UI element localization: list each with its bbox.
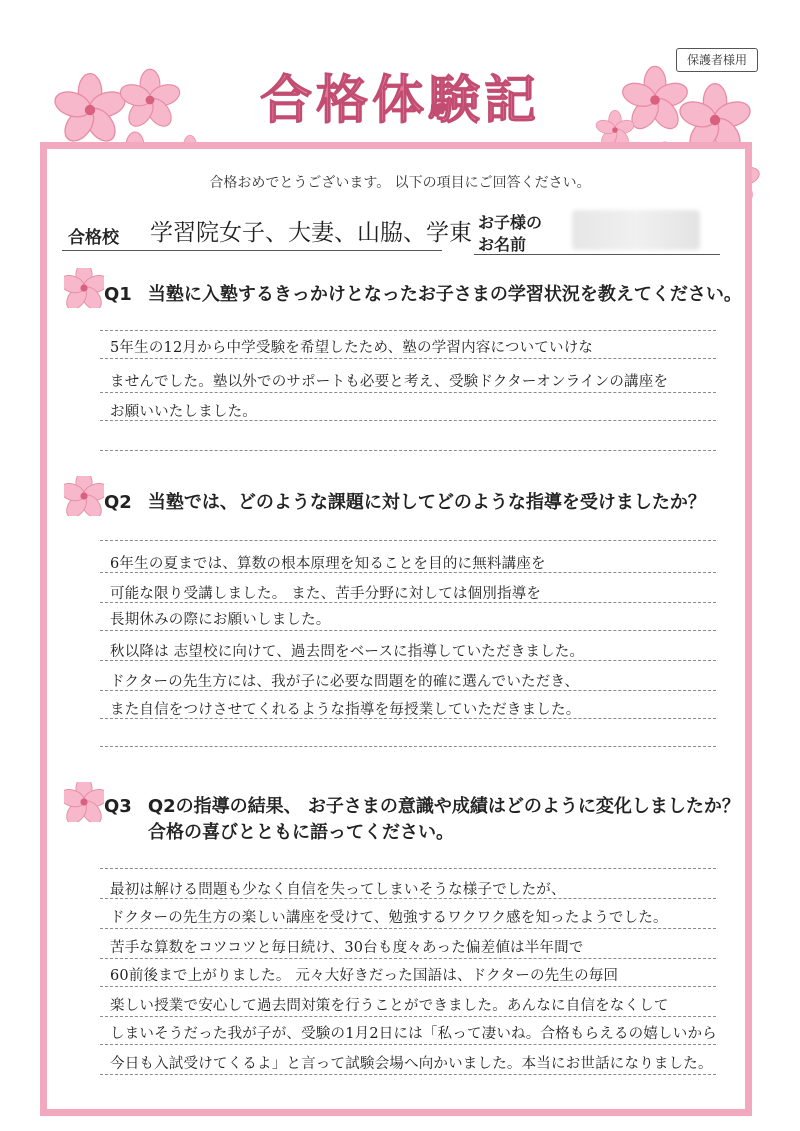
- q3-line-1: 最初は解ける問題も少なく自信を失ってしまいそうな様子でしたが、: [110, 882, 566, 898]
- intro-text: 合格おめでとうございます。 以下の項目にご回答ください。: [209, 175, 591, 191]
- q2-rule-2: [100, 572, 716, 573]
- q3-rule-7: [100, 1044, 716, 1045]
- q1-rule-5: [100, 450, 716, 451]
- q2-number: Q2: [104, 492, 132, 513]
- q1-line-1: 5年生の12月から中学受験を希望したため、塾の学習内容についていけな: [110, 340, 594, 356]
- q1-rule-2: [100, 358, 716, 359]
- q3-line-6: しまいそうだった我が子が、受験の1月2日には「私って凄いね。合格もらえるの嬉しいから: [110, 1026, 717, 1042]
- child-name-redacted: [572, 210, 700, 250]
- q3-heading: [104, 792, 740, 818]
- page-title: 合格体験記: [259, 71, 540, 131]
- q3-rule-6: [100, 1016, 716, 1017]
- child-name-underline: [474, 254, 720, 255]
- q2-blossom-icon: [64, 476, 104, 516]
- q3-rule-2: [100, 898, 716, 899]
- q2-line-2: 可能な限り受講しました。 また、苦手分野に対しては個別指導を: [110, 586, 542, 602]
- q1-question: 当塾に入塾するきっかけとなったお子さまの学習状況を教えてください。: [147, 284, 742, 305]
- q1-rule-4: [100, 420, 716, 421]
- q1-line-3: お願いいたしました。: [110, 404, 257, 420]
- q3-rule-8: [100, 1074, 716, 1075]
- q2-rule-6: [100, 690, 716, 691]
- q2-question: 当塾では、どのような課題に対してどのような指導を受けましたか？: [147, 492, 706, 513]
- q2-line-4: 秋以降は 志望校に向けて、過去問をベースに指導していただきました。: [110, 644, 585, 660]
- school-underline: [62, 250, 442, 251]
- q2-line-1: 6年生の夏までは、算数の根本原理を知ることを目的に無料講座を: [110, 556, 546, 572]
- q1-rule-1: [100, 330, 716, 331]
- q3-line-3: 苦手な算数をコツコツと毎日続け、30台も度々あった偏差値は半年間で: [110, 940, 584, 956]
- q2-rule-3: [100, 602, 716, 603]
- q3-blossom-icon: [64, 782, 104, 822]
- q2-heading: [104, 488, 706, 514]
- q2-rule-4: [100, 630, 716, 631]
- q2-line-6: また自信をつけさせてくれるような指導を毎授業していただきました。: [110, 702, 581, 718]
- q2-rule-8: [100, 746, 716, 747]
- q2-rule-1: [100, 540, 716, 541]
- q3-question-line2: 合格の喜びとともに語ってください。: [148, 822, 454, 843]
- child-name-label-2: お名前: [478, 235, 527, 254]
- q3-rule-4: [100, 958, 716, 959]
- q2-rule-5: [100, 660, 716, 661]
- q3-rule-3: [100, 928, 716, 929]
- audience-tag: 保護者様用: [676, 48, 758, 72]
- q1-line-2: ませんでした。塾以外でのサポートも必要と考え、受験ドクターオンラインの講座を: [110, 374, 669, 390]
- q2-line-5: ドクターの先生方には、我が子に必要な問題を的確に選んでいただき、: [110, 674, 580, 690]
- q3-question: Q2の指導の結果、 お子さまの意識や成績はどのように変化しましたか？: [147, 796, 740, 817]
- q3-line-2: ドクターの先生方の楽しい講座を受けて、勉強するワクワク感を知ったようでした。: [110, 910, 668, 926]
- q3-line-7: 今日も入試受けてくるよ」と言って試験会場へ向かいました。本当にお世話になりました。: [110, 1056, 713, 1072]
- school-value: 学習院女子、大妻、山脇、学東: [150, 220, 472, 246]
- q1-blossom-icon: [64, 268, 104, 308]
- q1-rule-3: [100, 392, 716, 393]
- q3-line-5: 楽しい授業で安心して過去問対策を行うことができました。あんなに自信をなくして: [110, 998, 669, 1014]
- q3-line-4: 60前後まで上がりました。 元々大好きだった国語は、ドクターの先生の毎回: [110, 968, 619, 984]
- q2-line-3: 長期休みの際にお願いしました。: [110, 612, 331, 628]
- q3-rule-1: [100, 868, 716, 869]
- q3-number: Q3: [104, 796, 132, 817]
- q3-rule-5: [100, 986, 716, 987]
- q1-heading: [104, 280, 742, 306]
- child-name-label-1: お子様の: [478, 213, 543, 232]
- q2-rule-7: [100, 718, 716, 719]
- q1-number: Q1: [104, 284, 132, 305]
- school-label: 合格校: [68, 228, 119, 248]
